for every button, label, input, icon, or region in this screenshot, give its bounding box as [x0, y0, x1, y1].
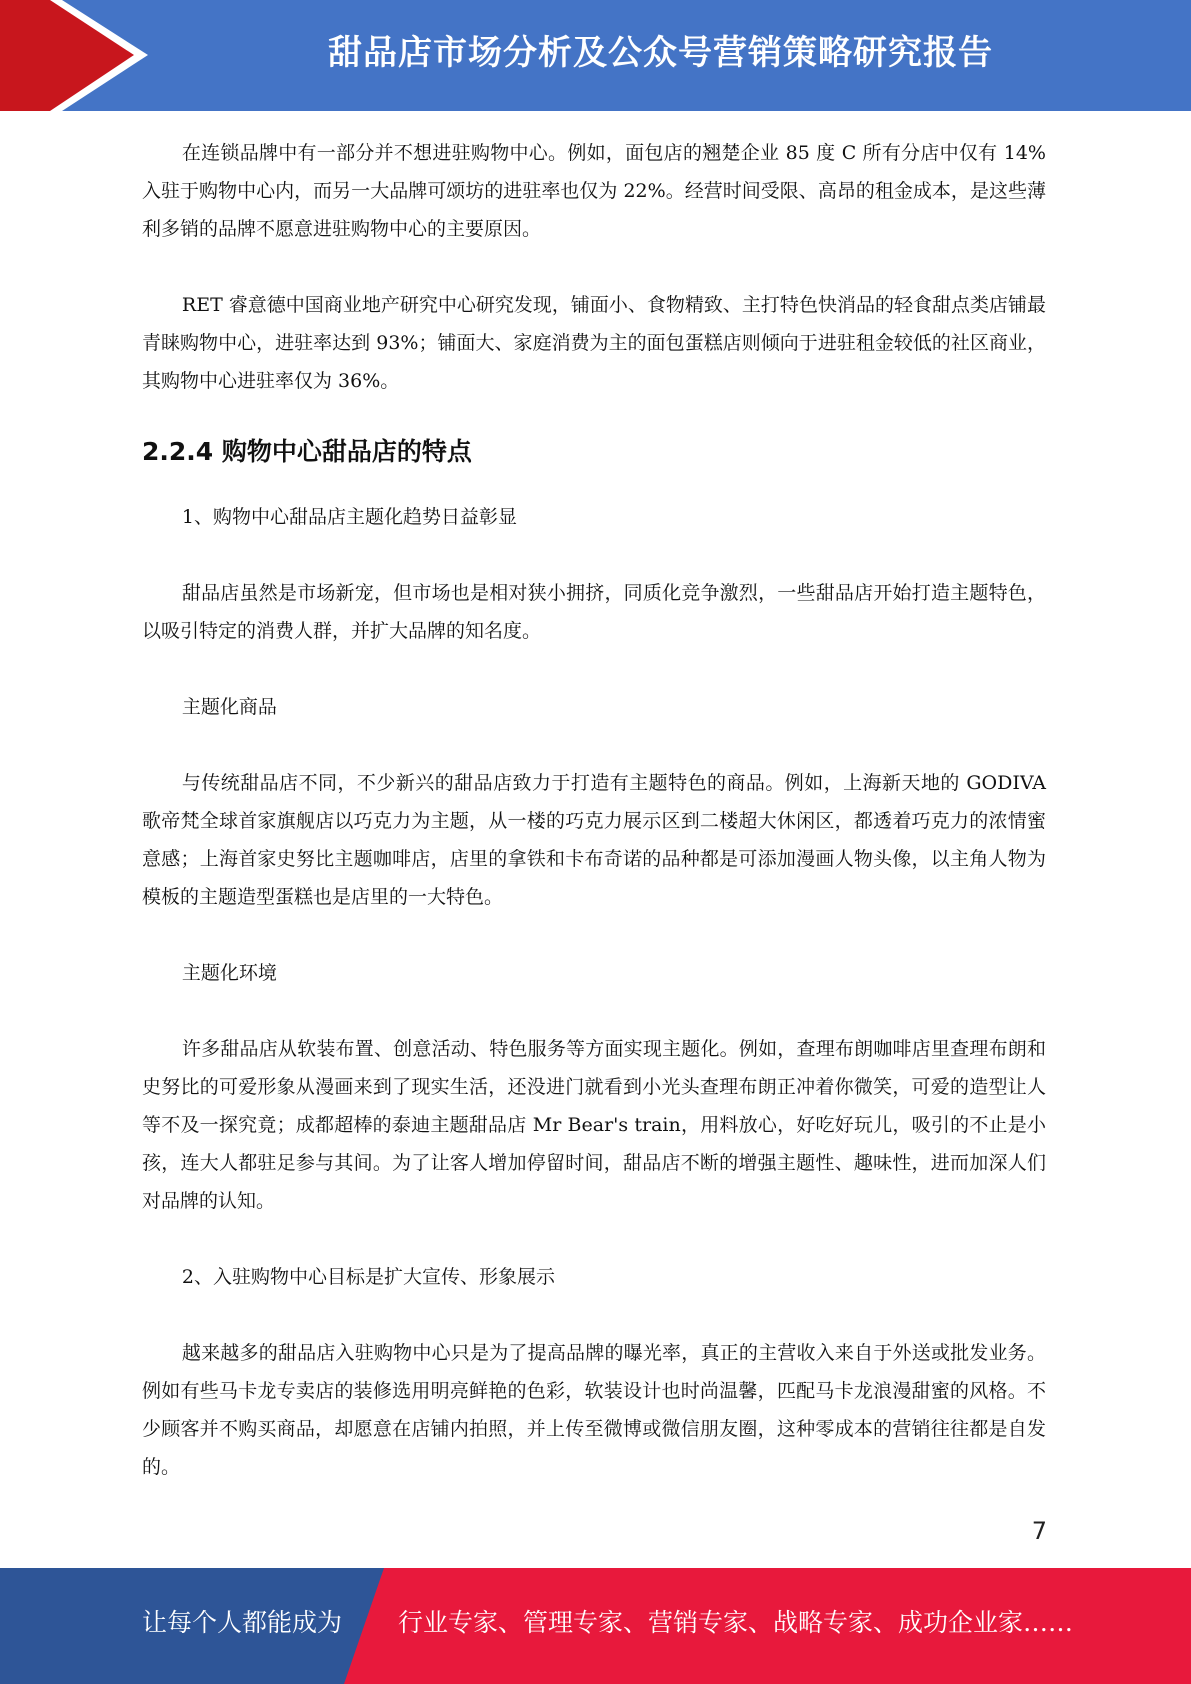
subheading-theming-trend: 1、购物中心甜品店主题化趋势日益彰显: [181, 506, 517, 528]
report-title: 甜品店市场分析及公众号营销策略研究报告: [328, 33, 993, 73]
footer-slogan-right: 行业专家、管理专家、营销专家、战略专家、成功企业家……: [398, 1608, 1074, 1637]
subheading-themed-products: 主题化商品: [181, 696, 277, 718]
subheading-promotion-goal: 2、入驻购物中心目标是扩大宣传、形象展示: [181, 1266, 555, 1288]
subheading-themed-environment: 主题化环境: [181, 962, 277, 984]
paragraph-ret-research: RET 睿意德中国商业地产研究中心研究发现，铺面小、食物精致、主打特色快消品的轻食甜点类店铺最青睐购物中心，进驻率达到 93%；铺面大、家庭消费为主的面包蛋糕店则倾向于进驻租金较低的社区商业，其购物中心进驻率仅为 36%。: [142, 294, 1046, 392]
paragraph-exposure-marketing: 越来越多的甜品店入驻购物中心只是为了提高品牌的曝光率，真正的主营收入来自于外送或批发业务。例如有些马卡龙专卖店的装修选用明亮鲜艳的色彩，软装设计也时尚温馨，匹配马卡龙浪漫甜蜜的风格。不少顾客并不购买商品，却愿意在店铺内拍照，并上传至微博或微信朋友圈，这种零成本的营销往往都是自发的。: [142, 1342, 1046, 1478]
page-header: [0, 0, 1191, 111]
paragraph-themed-products: 与传统甜品店不同，不少新兴的甜品店致力于打造有主题特色的商品。例如，上海新天地的 GODIVA 歌帝梵全球首家旗舰店以巧克力为主题，从一楼的巧克力展示区到二楼超大休闲区，都透着巧克力的浓情蜜意感；上海首家史努比主题咖啡店，店里的拿铁和卡布奇诺的品种都是可添加漫画人物头像，以主角人物为模板的主题造型蛋糕也是店里的一大特色。: [142, 772, 1046, 908]
page-content: [142, 134, 1046, 1486]
page-number: 7: [1031, 1517, 1047, 1545]
paragraph-chain-brands: 在连锁品牌中有一部分并不想进驻购物中心。例如，面包店的翘楚企业 85 度 C 所有分店中仅有 14%入驻于购物中心内，而另一大品牌可颂坊的进驻率也仅为 22%。经营时间受限、高昂的租金成本，是这些薄利多销的品牌不愿意进驻购物中心的主要原因。: [142, 142, 1046, 240]
paragraph-themed-environment: 许多甜品店从软装布置、创意活动、特色服务等方面实现主题化。例如，查理布朗咖啡店里查理布朗和史努比的可爱形象从漫画来到了现实生活，还没进门就看到小光头查理布朗正冲着你微笑，可爱的造型让人等不及一探究竟；成都超棒的泰迪主题甜品店 Mr Bear's train，用料放心，好吃好玩儿，吸引的不止是小孩，连大人都驻足参与其间。为了让客人增加停留时间，甜品店不断的增强主题性、趣味性，进而加深人们对品牌的认知。: [142, 1038, 1046, 1212]
footer-slogan-left: 让每个人都能成为: [142, 1608, 343, 1637]
section-heading: 2.2.4 购物中心甜品店的特点: [142, 437, 472, 466]
page-footer: [0, 1568, 1191, 1684]
paragraph-market-competition: 甜品店虽然是市场新宠，但市场也是相对狭小拥挤，同质化竞争激烈，一些甜品店开始打造主题特色，以吸引特定的消费人群，并扩大品牌的知名度。: [142, 582, 1046, 642]
